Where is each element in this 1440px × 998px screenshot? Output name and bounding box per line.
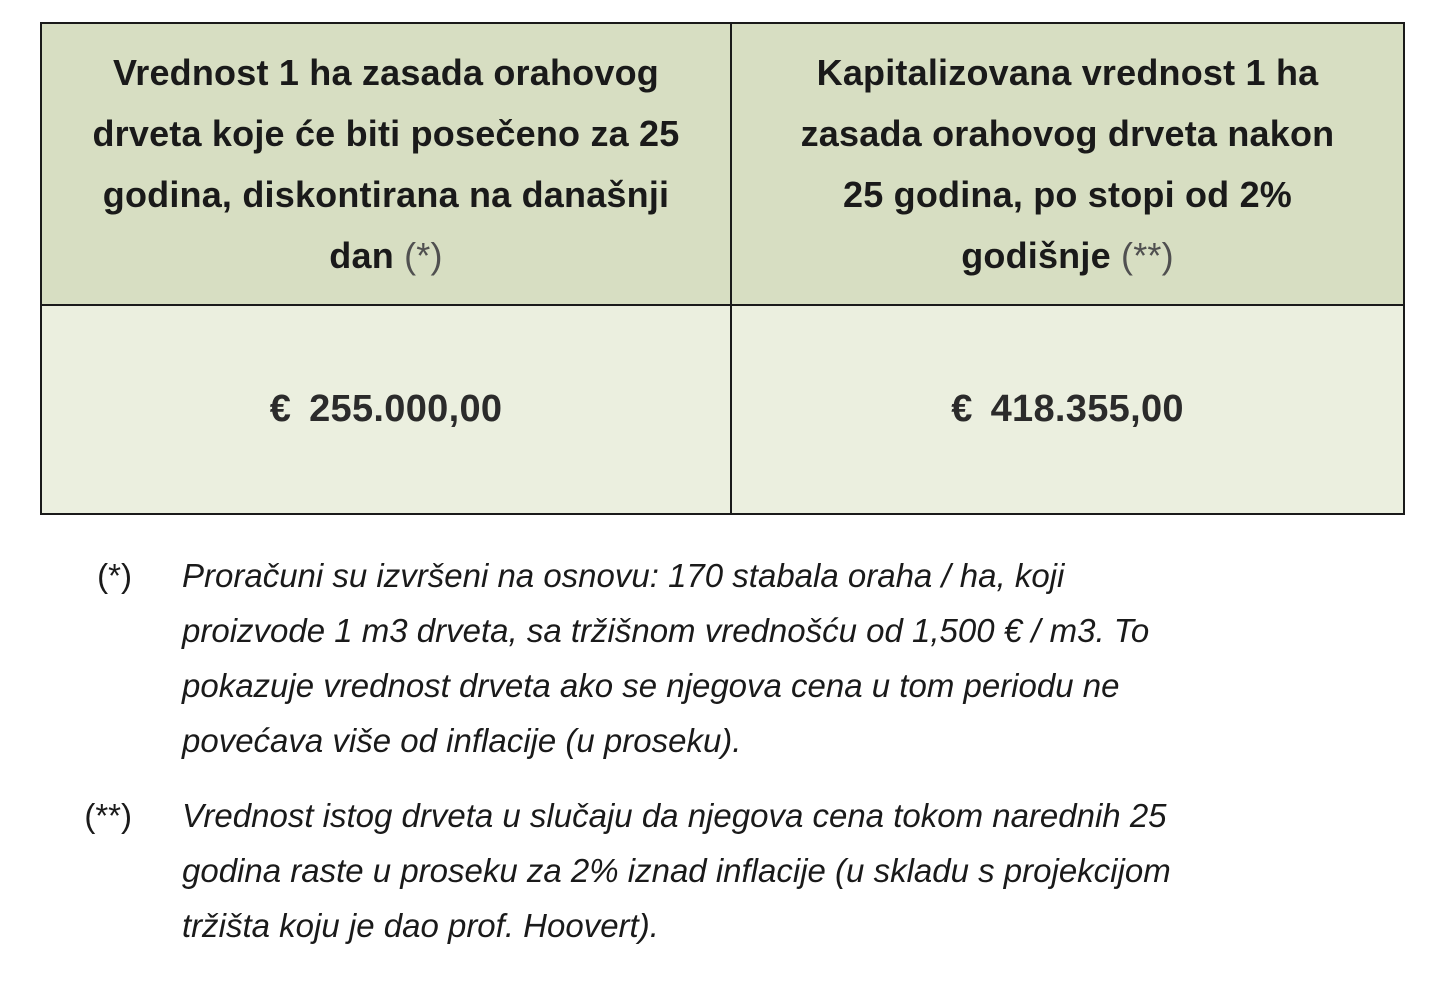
capitalized-value-cell [731,305,1404,514]
capitalized-amount: 418.355,00 [990,388,1184,430]
header-line: dan [329,235,394,276]
value-table [40,22,1405,515]
footnote-double-asterisk [40,788,1403,953]
header-line: godišnje [961,235,1111,276]
table-value-row [41,305,1404,514]
footnote-line: proizvode 1 m3 drveta, sa tržišnom vrednošću od 1,500 € / m3. To [182,612,1150,649]
footnote-line: godina raste u proseku za 2% iznad inflacije (u skladu s projekcijom [182,852,1171,889]
euro-sign: € [951,388,973,430]
discounted-value-cell [41,305,731,514]
euro-sign: € [269,388,292,430]
footnote-line: Vrednost istog drveta u slučaju da njegova cena tokom narednih 25 [182,797,1167,834]
header-line: drveta koje će biti posečeno za 25 [92,113,680,154]
header-capitalized-value [731,23,1404,305]
footnote-line: tržišta koju je dao prof. Hoovert). [182,907,659,944]
footnote-marker: (*) [97,557,132,594]
footnote-line: Proračuni su izvršeni na osnovu: 170 stabala oraha / ha, koji [182,557,1065,594]
footnote-text [182,548,1342,768]
header-discounted-value [41,23,731,305]
header-line: godina, diskontirana na današnji [102,174,670,215]
footnote-line: povećava više od inflacije (u proseku). [182,722,742,759]
header-line: Kapitalizovana vrednost 1 ha [816,52,1319,93]
footnote-marker: (**) [84,797,132,834]
footnote-mark: (*) [404,235,443,276]
footnote-text [182,788,1342,953]
footnote-line: pokazuje vrednost drveta ako se njegova cena u tom periodu ne [182,667,1120,704]
table-header-row [41,23,1404,305]
footnotes [40,548,1403,953]
footnote-single-asterisk [40,548,1403,768]
header-line: 25 godina, po stopi od 2% [842,174,1293,215]
footnote-mark: (**) [1121,235,1174,276]
discounted-amount: 255.000,00 [309,388,503,430]
header-line: zasada orahovog drveta nakon [800,113,1335,154]
header-line: Vrednost 1 ha zasada orahovog [113,52,659,93]
